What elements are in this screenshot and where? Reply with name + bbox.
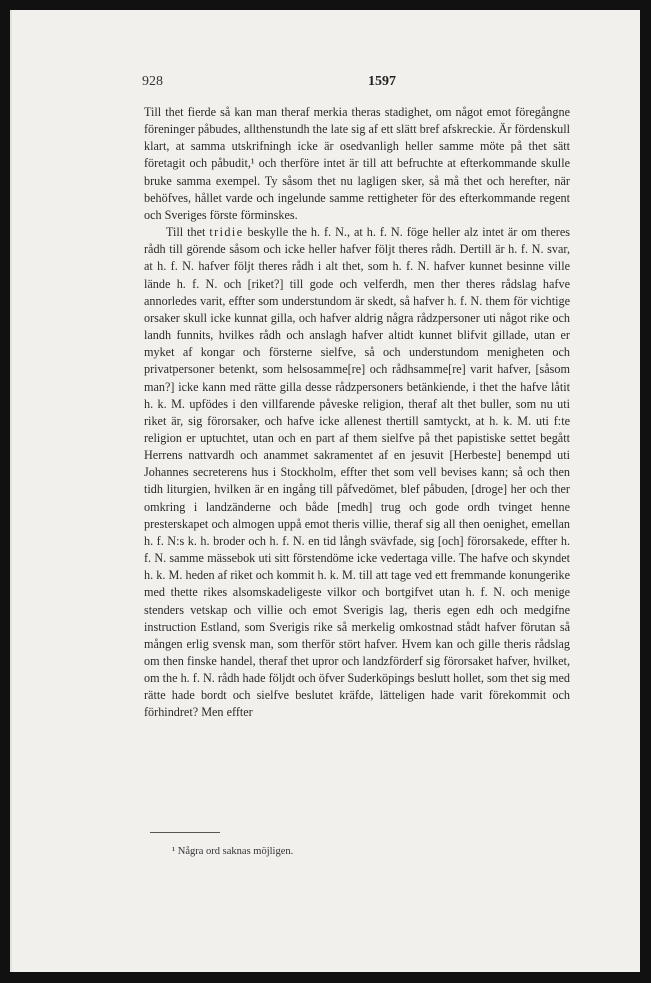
page-number-center: 1597 — [368, 74, 396, 89]
paragraph-2-text: beskylle the h. f. N., at h. f. N. föge heller alz intet är om theres rådh till görende såsom och icke heller hafver följt theres rådh. Dertill är h. f. N. svar, at h. f. N. hafver följt theres rådh i alt thet, som h. f. N. hafver kunnet besinne ville lände h. f. N. och [riket?] till gode och velferdh, men ther theres rådslag hafve annorledes varit, effter som understundom är skedt, så hafver h. f. N. them för vichtige orsaker skull icke kunnat gilla, och hafver aldrig några rådzpersoner uti något rike och landh funnits, hvilkes rådh och anslagh hafver altidt kunnet blifvit gillade, utan er myket af kongar och försterne sielfve, så och understundom menigheten och privatpersoner betenkt, som helsosamme[re] och rådhsamme[re] varit hafver, [såsom man?] icke kann med rätte gilla desse rådzpersoners betänkiende, i thet the hafve låtit h. k. M. upfödes i den villfarende påveske religion, theraf alt thet buller, som nu uti riket är, sig förorsaker, och hafve icke allenest thertill samtyckt, at h. k. M. uti f:te religion er uptuchtet, utan och en part af them sielfve på thet papistiske settet begått Herrens nattvardh och anammet sakramentet af en jesuvit [Herbeste] benempd uti Johannes secreterens hus i Stockholm, effter thet som vell bevises kann; så och then tidh liturgien, hvilken är en ingång till påfvedömet, blef påbuden, [droge] her och ther omkring i landzänderne och både [medh] trug och gode ordh tvinget henne presterskapet och almogen uppå emot theris villie, theraf sig all then oenighet, emellan h. f. N:s k. h. broder och h. f. N. en tid långh svävfade, sig [och] förorsakede, effter h. f. N. samme mässebok uti sitt förstendöme icke vedertaga ville. The hafve och skyndet h. k. M. heden af riket och kommit h. k. M. till att tage ved ett fremmande konungerike med thette rikes alsomskadeligeste vilkor och bortgifvet utan h. f. N. och menige stenders vetskap och villie och emot Sverigis lag, theris egen edh och medgifne instruction Estland, som Sverigis rike så merkelig omkostnad stådt hafver förutan så mången erlig svensk man, som therför stört hafver. Hvem kan och gille theris rådslag om then finske handel, theraf thet upror och landzförderf sig förorsaket hafver, hvilket, om the h. f. N. rådh hade följdt och öfver Suderköpings beslutt hollet, som thet sig med rätte hade bordt och sielfve beslutet kräfde, lätteligen hade varit förekommit och förhindret? Men effter — [144, 225, 570, 720]
paragraph-2-lead: Till thet — [166, 225, 210, 240]
document-page — [10, 10, 640, 972]
footnote: ¹ Några ord saknas möjligen. — [172, 846, 294, 857]
page-number-left: 928 — [142, 74, 163, 89]
footnote-rule — [150, 832, 220, 833]
page-header — [142, 70, 542, 94]
paragraph-2-spaced-word: tridie — [209, 225, 244, 240]
paragraph-1 — [144, 104, 570, 224]
paragraph-1-text: Till thet fierde så kan man theraf merkia theras stadighet, om något emot föregångne föreninger påbudes, allthenstundh the late sig af ett slätt bref afskreckie. Är fördenskull klart, at samma utskrifningh icke är osedvanligh heller samme möte på thet sätt företagit och påbudit,¹ och therföre intet är till att befruchte at efterkommande skulle bruke samma exempel. Ty såsom thet nu lagligen sker, så må thet och herefter, när behöfves, hållet varde och ingelunde samme rettigheter för des efterkommande regent och Sveriges förste förminskes. — [144, 105, 570, 222]
paragraph-2 — [144, 224, 570, 722]
body-text — [144, 104, 570, 722]
